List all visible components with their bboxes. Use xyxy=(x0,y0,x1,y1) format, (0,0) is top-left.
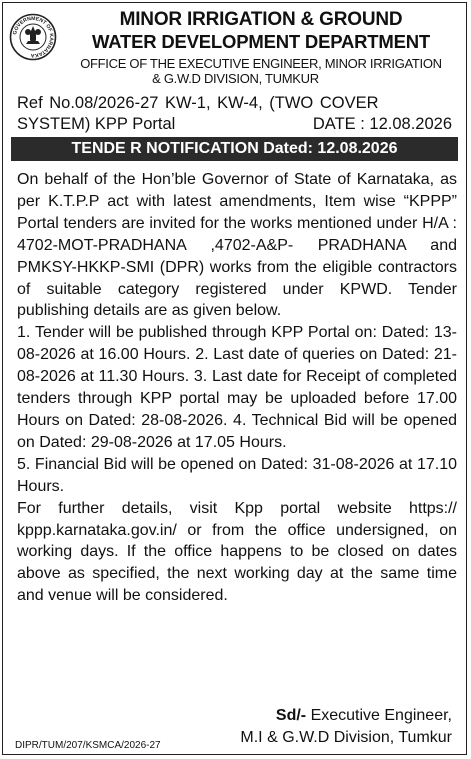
sd-mark: Sd/- xyxy=(275,707,307,724)
office-address-line-2: & G.W.D DIVISION, TUMKUR xyxy=(152,71,319,86)
department-title-line-1: MINOR IRRIGATION & GROUND xyxy=(119,9,403,30)
signature-line-1 xyxy=(276,705,452,726)
notification-title-bar: TENDE R NOTIFICATION Dated: 12.08.2026 xyxy=(11,137,458,161)
seal-ring-text: GOVERNMENT OF KARNATAKA xyxy=(12,15,55,59)
body-further-details-paragraph: For further details, visit Kpp portal website https:// kppp.karnataka.gov.in/ or from the office undersigned, on working days. If the office happens to be closed on dates above as specified, the next working day at the same time and venue will be considered. xyxy=(17,499,457,605)
signatory-title: Executive Engineer, xyxy=(306,707,452,724)
body-financial-bid-paragraph: 5. Financial Bid will be opened on Dated: 31-08-2026 at 17.10 Hours. xyxy=(17,455,457,495)
karnataka-government-seal-icon xyxy=(9,13,57,61)
body-schedule-paragraph: 1. Tender will be published through KPP Portal on: Dated: 13-08-2026 at 16.00 Hours. 2. Last date of queries on Dated: 21-08-2026 at 11.30 Hours. 3. Last date for Receipt of completed tenders through KPP portal may be uploaded before 17.00 Hours on Dated: 28-08-2026. 4. Technical Bid will be opened on Dated: 29-08-2026 at 17.05 Hours. xyxy=(17,324,457,451)
signatory-division: M.I & G.W.D Division, Tumkur xyxy=(240,729,452,746)
dipr-code: DIPR/TUM/207/KSMCA/2026-27 xyxy=(15,740,161,751)
office-address-line-1: OFFICE OF THE EXECUTIVE ENGINEER, MINOR IRRIGATION xyxy=(80,56,442,71)
body-intro-paragraph: On behalf of the Hon’ble Governor of State of Karnataka, as per K.T.P.P act with latest amendments, Item wise “KPPP” Portal tenders are invited for the works mentioned under H/A : 4702-MOT-PRADHANA ,4702-A&P- PRADHANA and PMKSY-HKKP-SMI (DPR) works from the eligible contractors of suitable category registered under KPWD. Tender publishing details are as given below. xyxy=(17,171,457,320)
reference-line-1: Ref No.08/2026-27 KW-1, KW-4, (TWO COVER xyxy=(17,94,379,112)
reference-line-2: SYSTEM) KPP Portal xyxy=(17,115,176,133)
emblem xyxy=(9,13,57,61)
notice-body xyxy=(17,169,457,607)
tender-notice xyxy=(2,2,467,755)
department-title-line-2: WATER DEVELOPMENT DEPARTMENT xyxy=(91,31,431,52)
notice-date: DATE : 12.08.2026 xyxy=(312,115,452,133)
